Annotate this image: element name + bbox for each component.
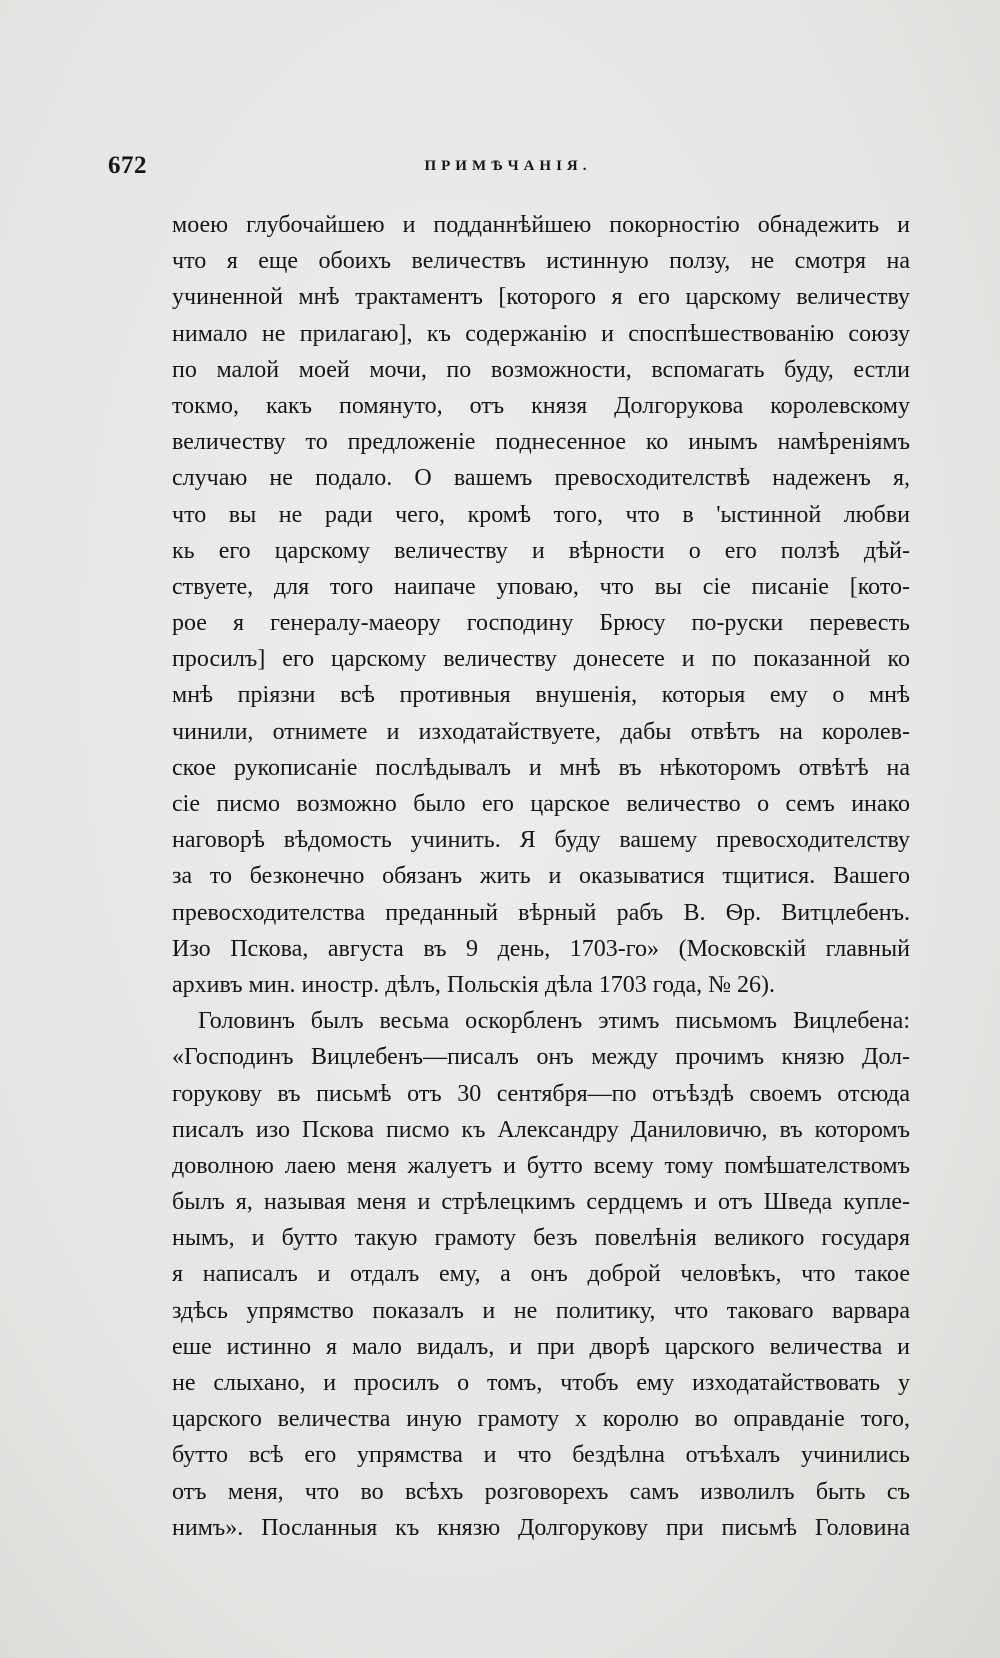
text-line: рое я генералу-маеору господину Брюсу по-руски перевесть bbox=[172, 610, 910, 637]
text-line: доволною лаею меня жалуетъ и бутто всему тому помѣшателствомъ bbox=[172, 1152, 910, 1179]
text-line: архивъ мин. иностр. дѣлъ, Польскія дѣла 1703 года, № 26). bbox=[172, 971, 775, 998]
text-line: нымъ, и бутто такую грамоту безъ повелѣнія великого государя bbox=[172, 1225, 910, 1252]
text-line: что я еще обоихъ величествъ истинную ползу, не смотря на bbox=[172, 248, 910, 275]
text-line: токмо, какъ помянуто, отъ князя Долгорукова королевскому bbox=[172, 392, 910, 419]
text-line: мнѣ пріязни всѣ противныя внушенія, которыя ему о мнѣ bbox=[172, 682, 910, 709]
text-line: Изо Пскова, августа въ 9 день, 1703-го» (Московскій главный bbox=[172, 935, 910, 962]
text-line: по малой моей мочи, по возможности, вспомагать буду, естли bbox=[172, 356, 910, 383]
text-line: ствуете, для того наипаче уповаю, что вы сіе писаніе [кото- bbox=[172, 573, 910, 600]
text-line: кь его царскому величеству и вѣрности о его ползѣ дѣй- bbox=[172, 537, 910, 564]
text-line: нимъ». Посланныя къ князю Долгорукову при письмѣ Головина bbox=[172, 1514, 910, 1541]
text-line: величеству то предложеніе поднесенное ко инымъ намѣреніямъ bbox=[172, 429, 910, 456]
page-header bbox=[108, 152, 908, 188]
text-line: превосходителства преданный вѣрный рабъ В. Ѳр. Витцлебенъ. bbox=[172, 899, 910, 926]
text-line: писалъ изо Пскова писмо къ Александру Даниловичю, въ которомъ bbox=[172, 1116, 910, 1143]
text-line: отъ меня, что во всѣхъ розговорехъ самъ изволилъ быть съ bbox=[172, 1478, 910, 1505]
running-title: ПРИМѢЧАНІЯ. bbox=[424, 158, 592, 174]
text-line: моею глубочайшею и подданнѣйшею покорностію обнадежить и bbox=[172, 212, 910, 238]
body-text bbox=[172, 207, 910, 1546]
text-line: Головинъ былъ весьма оскорбленъ этимъ письмомъ Вицлебена: bbox=[198, 1008, 910, 1035]
text-line: просилъ] его царскому величеству донесете и по показанной ко bbox=[172, 646, 910, 673]
text-line: не слыхано, и просилъ о томъ, чтобъ ему изходатайствовать у bbox=[172, 1370, 910, 1396]
text-line: былъ я, называя меня и стрѣлецкимъ сердцемъ и отъ Шведа купле- bbox=[172, 1189, 910, 1216]
text-line: учиненной мнѣ трактаментъ [которого я его царскому величеству bbox=[172, 284, 910, 311]
page-number: 672 bbox=[108, 152, 147, 179]
text-line: нимало не прилагаю], къ содержанію и споспѣшествованію союзу bbox=[172, 320, 910, 347]
text-line: за то безконечно обязанъ жить и оказыватися тщитися. Вашего bbox=[172, 863, 910, 890]
text-line: сіе писмо возможно было его царское величество о семъ инако bbox=[172, 791, 910, 817]
text-line: случаю не подало. О вашемъ превосходителствѣ надеженъ я, bbox=[172, 465, 910, 492]
text-line: бутто всѣ его упрямства и что бездѣлна отъѣхалъ учинились bbox=[172, 1442, 910, 1469]
text-line: здѣсь упрямство показалъ и не политику, что таковаго варвара bbox=[172, 1297, 910, 1324]
text-line: ское рукописаніе послѣдывалъ и мнѣ въ нѣкоторомъ отвѣтѣ на bbox=[172, 754, 910, 781]
text-line: что вы не ради чего, кромѣ того, что в 'ыстинной любви bbox=[172, 501, 910, 528]
text-line: царского величества иную грамоту х королю во оправданіе того, bbox=[172, 1406, 910, 1433]
text-line: наговорѣ вѣдомость учинить. Я буду вашему превосходителству bbox=[172, 827, 910, 854]
text-line: «Господинъ Вицлебенъ—писалъ онъ между прочимъ князю Дол- bbox=[172, 1044, 910, 1071]
text-line: горукову въ письмѣ отъ 30 сентября—по отъѣздѣ своемъ отсюда bbox=[172, 1080, 910, 1107]
text-line: еше истинно я мало видалъ, и при дворѣ царского величества и bbox=[172, 1333, 910, 1360]
text-line: я написалъ и отдалъ ему, а онъ доброй человѣкъ, что такое bbox=[172, 1261, 910, 1288]
text-line: чинили, отнимете и изходатайствуете, дабы отвѣтъ на королев- bbox=[172, 718, 910, 745]
